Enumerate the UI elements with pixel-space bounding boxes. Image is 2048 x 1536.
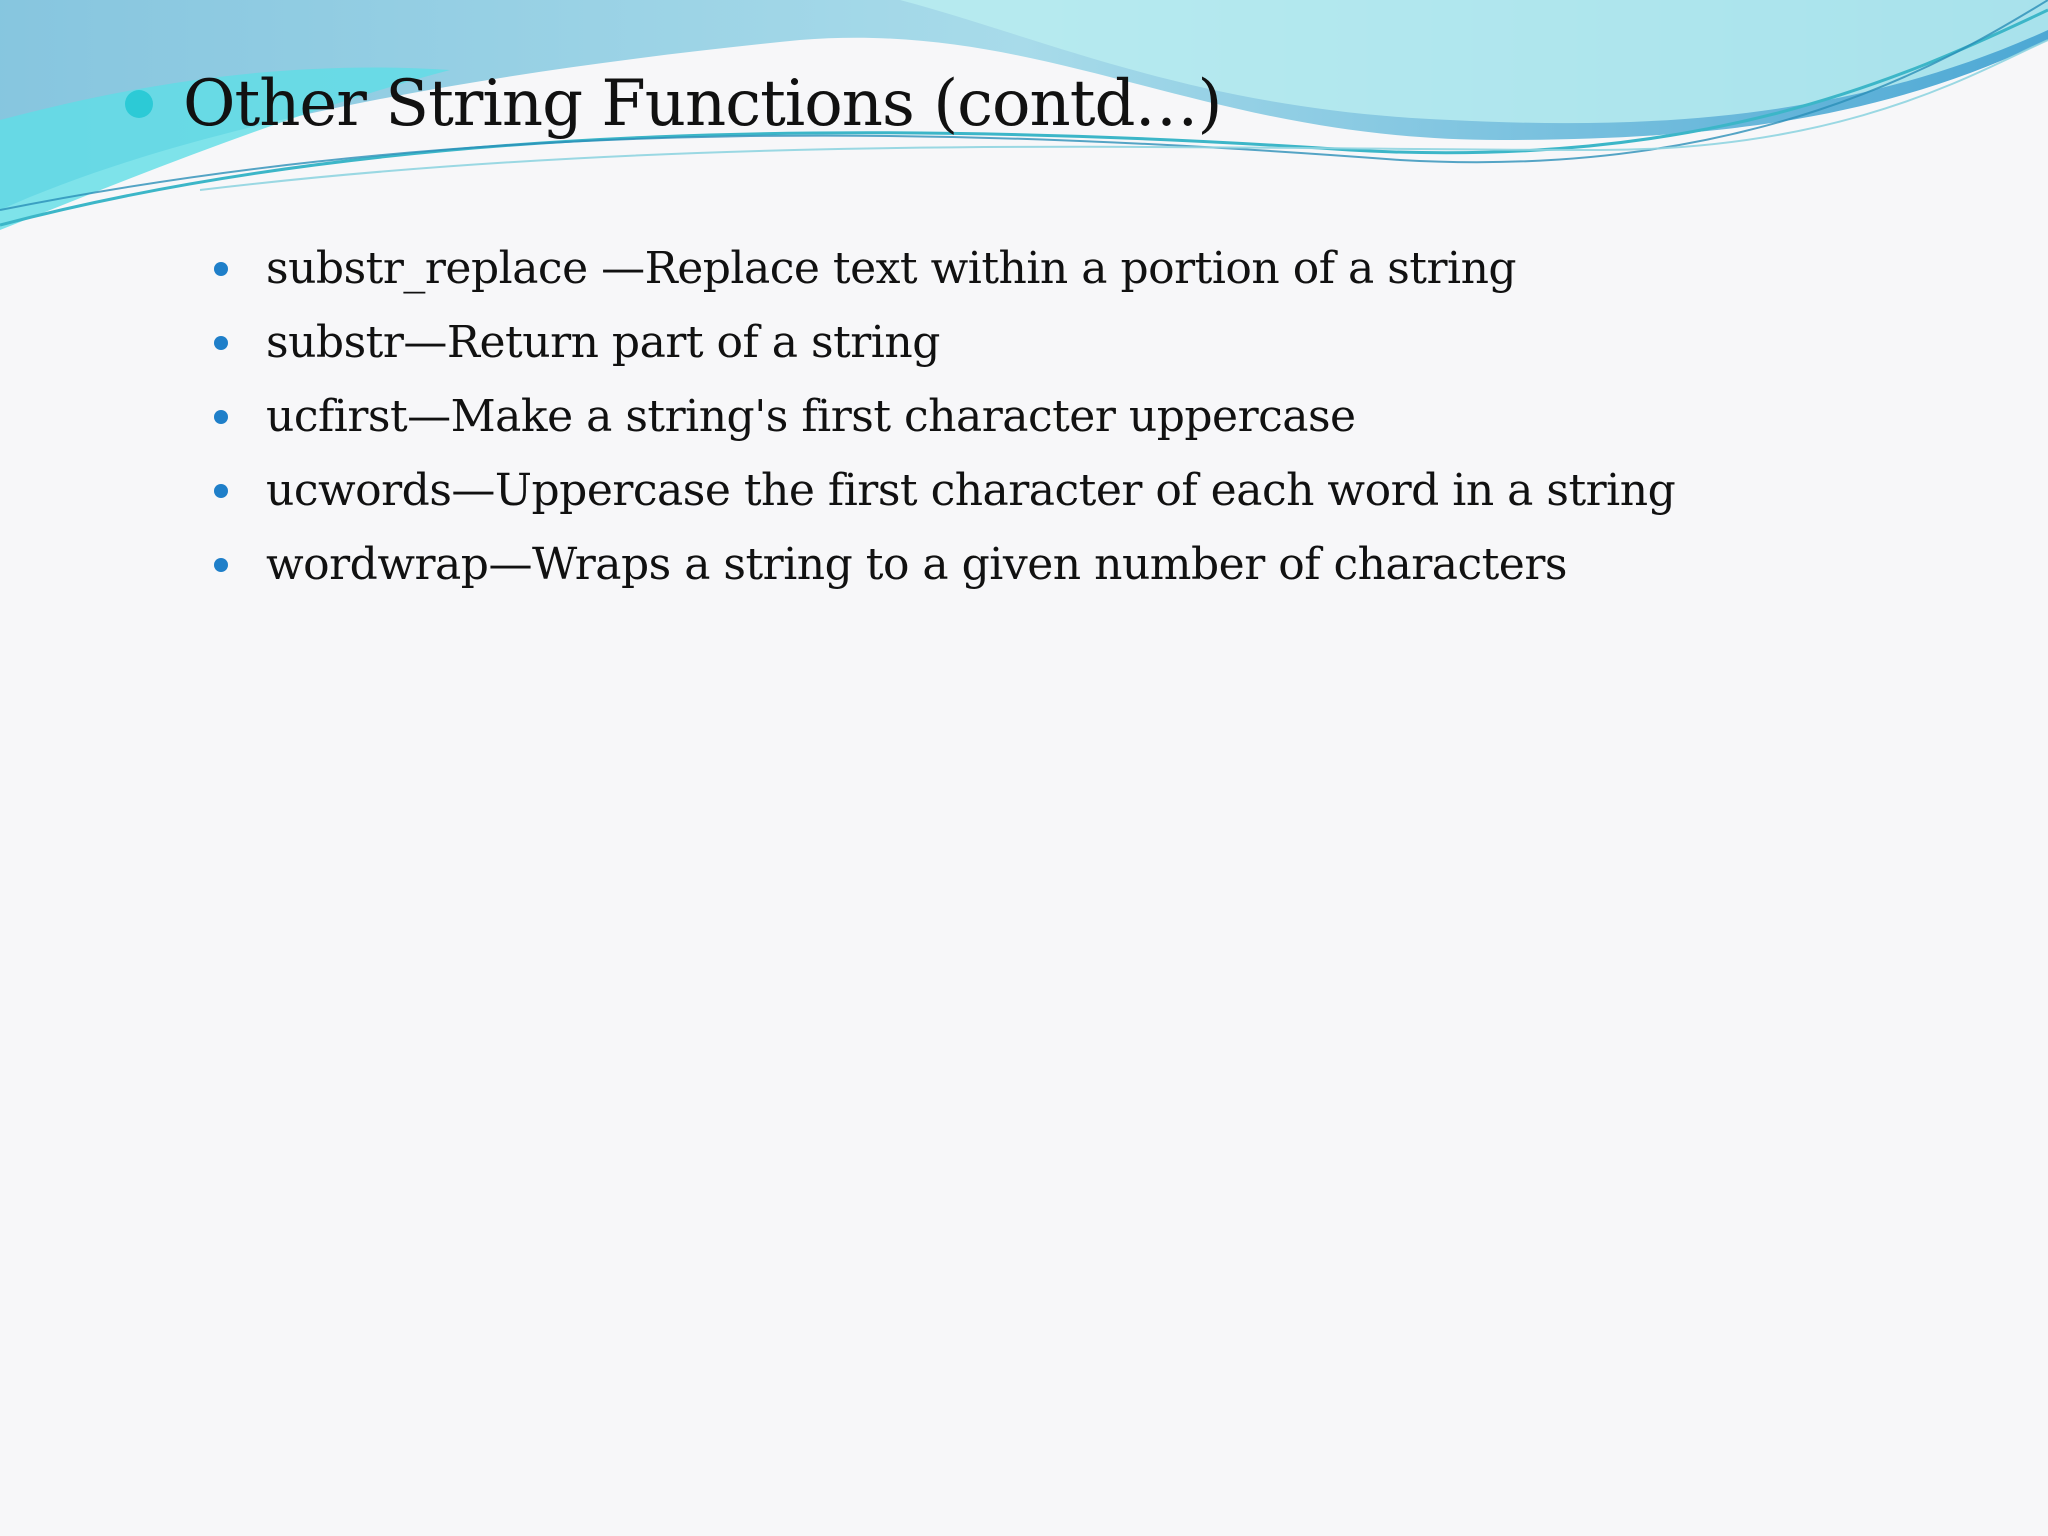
list-item-text: substr—Return part of a string: [266, 317, 940, 368]
bullet-icon: [214, 558, 228, 572]
bullet-icon: [214, 336, 228, 350]
bullet-icon: [214, 484, 228, 498]
list-item-text: substr_replace —Replace text within a portion of a string: [266, 243, 1517, 294]
bullet-icon: [214, 410, 228, 424]
slide-title: Other String Functions (contd…): [183, 67, 1222, 141]
bullet-icon: [214, 262, 228, 276]
list-item: [214, 380, 1675, 454]
list-item-text: wordwrap—Wraps a string to a given number of characters: [266, 539, 1567, 590]
list-item: [214, 454, 1675, 528]
title-bullet-icon: [125, 90, 153, 118]
list-item-text: ucfirst—Make a string's first character uppercase: [266, 391, 1356, 442]
list-item: [214, 232, 1675, 306]
list-item: [214, 528, 1675, 602]
title-row: [125, 62, 1221, 146]
list-item: [214, 306, 1675, 380]
bullet-list: [214, 232, 1675, 602]
list-item-text: ucwords—Uppercase the first character of each word in a string: [266, 465, 1676, 516]
